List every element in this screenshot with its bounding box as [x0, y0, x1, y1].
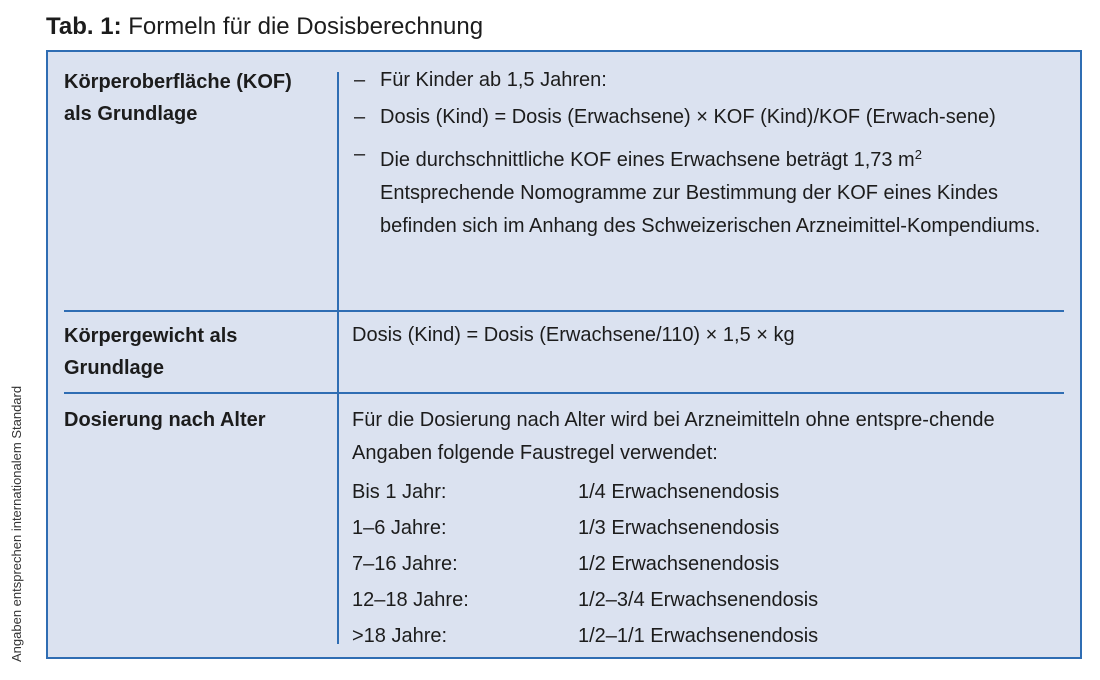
- age-range: 12–18 Jahre:: [352, 589, 469, 611]
- dose-fraction: 1/2 Erwachsenendosis: [578, 553, 780, 575]
- dose-fraction: 1/2–3/4 Erwachsenendosis: [578, 589, 819, 611]
- table-row: [352, 582, 1062, 618]
- table-row: [352, 618, 1062, 654]
- kof-formula-cell: [352, 64, 1062, 243]
- row-label-line: Grundlage: [64, 357, 165, 379]
- age-rule-intro: Für die Dosierung nach Alter wird bei Arzneimitteln ohne entspre-chende Angaben folgende Faustregel verwendet:: [352, 409, 995, 464]
- dose-fraction: 1/4 Erwachsenendosis: [578, 481, 780, 503]
- age-dosage-cell: [352, 404, 1062, 654]
- column-divider: [337, 312, 339, 392]
- age-dose-list: [352, 474, 1062, 654]
- dose-fraction: 1/2–1/1 Erwachsenendosis: [578, 625, 819, 647]
- age-range: >18 Jahre:: [352, 625, 448, 647]
- table-row: [352, 546, 1062, 582]
- row-label-line: als Grundlage: [64, 103, 198, 125]
- row-label-kof: [64, 66, 329, 130]
- row-divider: [64, 392, 1064, 394]
- list-item: – Für Kinder ab 1,5 Jahren:: [352, 64, 1062, 97]
- table-row: [352, 510, 1062, 546]
- dash-marker: –: [354, 69, 366, 91]
- table-number: Tab. 1:: [46, 13, 122, 40]
- table-title: [46, 12, 483, 42]
- table-row: [352, 474, 1062, 510]
- row-divider: [64, 310, 1064, 312]
- list-item: – Dosis (Kind) = Dosis (Erwachsene) × KOF (Kind)/KOF (Erwach-sene): [352, 101, 1062, 134]
- row-label-weight: [64, 320, 329, 384]
- side-note: Angaben entsprechen internationalem Standard: [9, 385, 24, 662]
- row-label-line: Körperoberfläche (KOF): [64, 71, 292, 93]
- column-divider: [337, 394, 339, 644]
- dash-marker: –: [354, 106, 366, 128]
- row-label-line: Körpergewicht als: [64, 325, 238, 347]
- age-range: 1–6 Jahre:: [352, 517, 447, 539]
- dosage-formula-table: [46, 50, 1082, 659]
- age-range: 7–16 Jahre:: [352, 553, 458, 575]
- table-title-text: Formeln für die Dosisberechnung: [128, 13, 484, 40]
- superscript: 2: [914, 147, 922, 162]
- age-range: Bis 1 Jahr:: [352, 481, 447, 503]
- column-divider: [337, 72, 339, 310]
- list-item: – Die durchschnittliche KOF eines Erwachsene beträgt 1,73 $m^2$ Entsprechende Nomogramme zur Bestimmung der KOF eines Kindes befinden sich im Anhang des Schweizerischen Arzneimittel-Kompendiums.: [352, 138, 1062, 243]
- weight-formula: Dosis (Kind) = Dosis (Erwachsene/110) × 1,5 × kg: [352, 324, 795, 346]
- row-label-age: Dosierung nach Alter: [64, 409, 266, 431]
- dash-marker: –: [354, 143, 366, 165]
- dose-fraction: 1/3 Erwachsenendosis: [578, 517, 780, 539]
